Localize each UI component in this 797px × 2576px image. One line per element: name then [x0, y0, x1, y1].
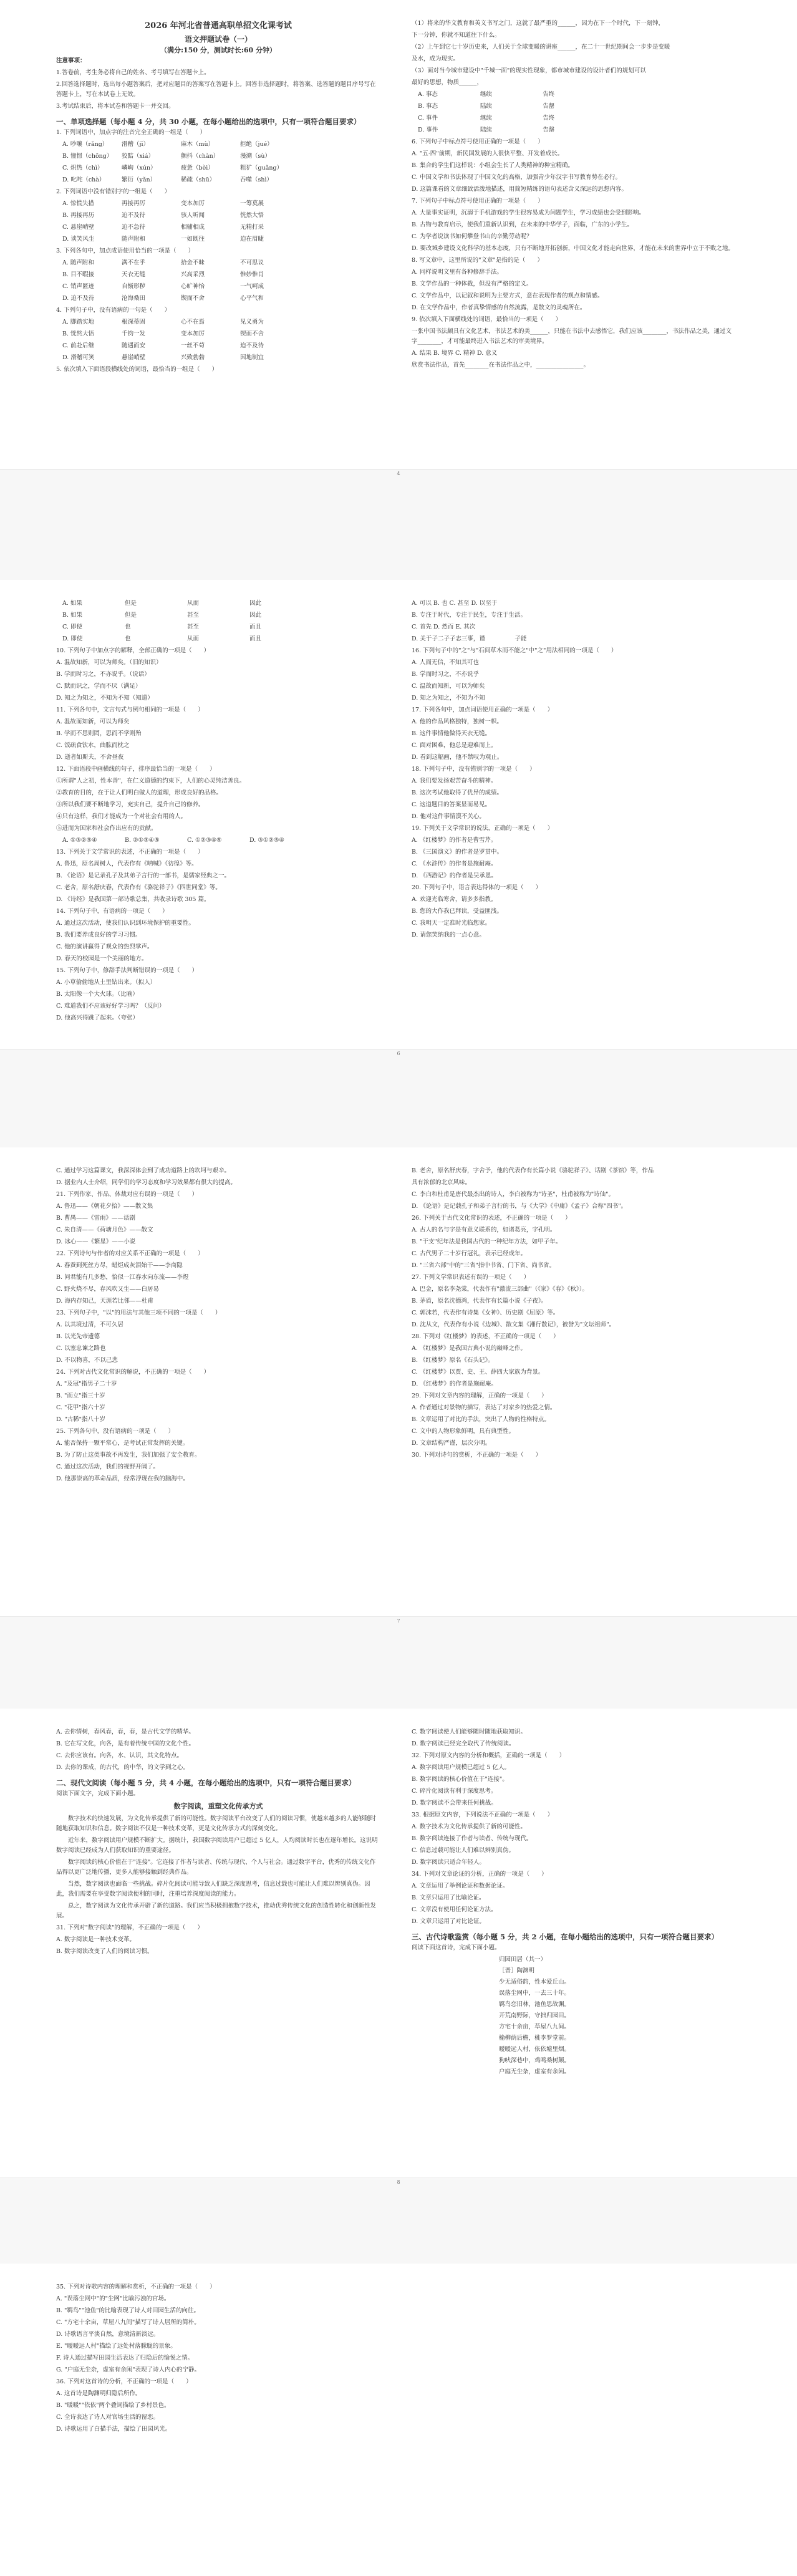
q22-option: C. 野火烧不尽，春风吹又生——白居易 — [56, 1286, 159, 1293]
question-29: 29. 下列对文章内容的理解，正确的一项是（ ） — [412, 1392, 548, 1399]
q29-option: A. 作者通过对景物的描写，表达了对家乡的热爱之情。 — [412, 1404, 556, 1411]
q27-option: B. 茅盾，原名沈德鸿，代表作有长篇小说《子夜》。 — [412, 1298, 548, 1305]
q15-option: D. 他高兴得跳了起来。（夸张） — [56, 1015, 139, 1021]
notice-2: 2.回答选择题时，选出每小题答案后，把对应题目的答案写在答题卡上。回答非选择题时，将答案、选答题的题目序号写在答题卡上，写在本试卷上无效。 — [56, 81, 376, 98]
q23-option: A. 以其境过清，不可久居 — [56, 1321, 123, 1328]
q16-option: B. 学而时习之，不亦说乎 — [412, 671, 480, 678]
q8-option: A. 同样说明文里有各种修辞手法。 — [412, 269, 503, 276]
q16-option: A. 人而无信，不知其可也 — [412, 659, 479, 666]
q27-option: C. 郭沫若，代表作有诗集《女神》、历史剧《屈原》等。 — [412, 1310, 559, 1316]
q24-option: A. "及冠"指男子二十岁 — [56, 1381, 117, 1387]
q14-option: D. 春天的校园是一个美丽的地方。 — [56, 955, 148, 962]
q35-option: G. "户庭无尘杂，虚室有余闲"表现了诗人内心的宁静。 — [56, 2366, 201, 2373]
poem-line: 榆柳荫后檐，桃李罗堂前。 — [499, 2035, 571, 2042]
q29-option: D. 文章结构严谨，层次分明。 — [412, 1440, 491, 1447]
q26-option: C. 古代男子二十岁行冠礼，表示已经成年。 — [412, 1250, 526, 1257]
q31-option: D. 数字阅读已经完全取代了传统阅读。 — [412, 1740, 515, 1747]
spread-1-left-column — [56, 19, 380, 377]
q21-option: C. 朱自清——《荷塘月色》——散文 — [56, 1227, 153, 1233]
q35-option: C. "方宅十余亩，草屋八九间"描写了诗人居所的简朴。 — [56, 2319, 200, 2326]
q28-option: D. 《红楼梦》的作者是施耐庵。 — [412, 1381, 497, 1387]
question-11: 11. 下列各句中，文言句式与例句相同的一项是（ ） — [56, 707, 204, 713]
passage-line: （2）上午到它七十岁历史来，人们关于全球变暖的讲座______，在二十一世纪期间会一步步是变暖 — [412, 44, 670, 51]
question-5: 5. 依次填入下面语段横线处的词语，最恰当的一组是（ ） — [56, 366, 218, 373]
q3-option-c: C. 销声匿迹 自惭形秽 心旷神怡 一气呵成 — [62, 283, 264, 290]
question-20: 20. 下列句子中，语言表达得体的一项是（ ） — [412, 884, 542, 891]
q28-option: B. 《红楼梦》原名《石头记》。 — [412, 1357, 494, 1364]
q4-option-b: B. 恍然大悟 千钧一发 变本加厉 锲而不舍 — [62, 330, 264, 337]
spread-3-left-column — [56, 1166, 380, 1486]
q22-option: A. 春蚕到死丝方尽，蜡炬成灰泪始干——李商隐 — [56, 1262, 183, 1269]
q36-option: A. 这首诗是陶渊明归隐后所作。 — [56, 2390, 142, 2397]
q36-option: C. 全诗表达了诗人对官场生活的留恋。 — [56, 2414, 159, 2421]
question-21: 21. 下列作家、作品、体裁对应有误的一项是（ ） — [56, 1191, 198, 1198]
q32-option: C. 碎片化阅读有利于深度思考。 — [412, 1788, 497, 1795]
passage-line: ③所以我们要不断地学习，充实自己，提升自己的修养。 — [56, 801, 205, 808]
q22-option: D. 海内存知己，天涯若比邻——杜甫 — [56, 1298, 153, 1305]
q21-option: D. 冰心——《繁星》——小说 — [56, 1238, 136, 1245]
passage-line: B. 老舍，原名舒庆春，字舍予，他的代表作有长篇小说《骆驼祥子》、话剧《茶馆》等，作品 — [412, 1167, 654, 1174]
passage-line: C. 去你应该有。向各，水、认识，其文化特点。 — [56, 1752, 183, 1759]
q32-option: D. 数字阅读不会带来任何挑战。 — [412, 1800, 497, 1807]
q28-option: C. 《红楼梦》以贾、史、王、薛四大家族为背景。 — [412, 1369, 544, 1376]
q36-option: D. 诗歌运用了白描手法，描绘了田园风光。 — [56, 2426, 171, 2433]
question-34: 34. 下列对文章论证的分析，正确的一项是（ ） — [412, 1871, 548, 1878]
q24-option: D. "古稀"指八十岁 — [56, 1416, 106, 1423]
passage-line: A. 可以 B. 也 C. 甚至 D. 以至于 — [412, 600, 498, 607]
q2-option-c: C. 悬崖峭壁 迫不急待 相辅相成 无精打采 — [62, 224, 264, 231]
passage-line: D. 去你的课成，的古代，的中华，的文学到之心。 — [56, 1764, 189, 1771]
passage-line: 最好的思想，物质______， — [412, 79, 483, 86]
article-paragraph: 数字技术的快速发展，为文化传承提供了新的可能性。数字阅读平台改变了人们的阅读习惯，使越来越多的人能够随时随地获取知识和信息。数字阅读不仅是一种技术变革，更是文化传承方式的深刻变化。 — [56, 1815, 377, 1832]
passage-line: B. 专注于时代，专注于民生，专注于生活。 — [412, 612, 527, 619]
question-17: 17. 下列各句中，加点词语使用正确的一项是（ ） — [412, 707, 554, 713]
passage-line: D. 据业内人士介绍，同学们的学习态度和学习效果都有很大的提高。 — [56, 1179, 236, 1186]
poem-block — [499, 1955, 736, 2077]
q1-option-b: B. 憧憬（chōng） 狡黠（xiá） 颤抖（chàn） 漫溯（sù） — [62, 153, 271, 160]
passage-line: ②教育的目的，在于让人们明白做人的道理，形成良好的品格。 — [56, 789, 223, 796]
exam-meta: （满分:150 分，测试时长:60 分钟） — [160, 46, 277, 54]
question-12: 12. 下面语段中画横线的句子，排序最恰当的一项是（ ） — [56, 766, 216, 773]
passage-line: 及水，成为现实。 — [412, 55, 460, 62]
question-4: 4. 下列句子中，没有语病的一句是（ ） — [56, 307, 171, 314]
q18-option: A. 我们要发扬艰苦奋斗的精神。 — [412, 778, 497, 784]
passage-line: B. 它在写文化，向各，是有着传统中国的文化个性。 — [56, 1740, 195, 1747]
q6-option: C. 中国文学和书法体现了中国文化的高格，加强青少年汉字书写教育势在必行。 — [412, 174, 621, 181]
passage-line: 一张中国书法颇具有文化艺术，书法艺术的美______，只能在书法中去感悟它，我们应该________，书法作品之美，通过文字________，才可能最终进入书法艺术的审美境界。 — [412, 328, 732, 345]
poem-line: 少无适俗韵，性本爱丘山。 — [499, 1979, 571, 1985]
q6-option: B. 集合的学生们这样说：小组会生长了人类精神的种宝精确。 — [412, 162, 574, 169]
reading-instruction: 阅读下面文字，完成下面小题。 — [56, 1790, 140, 1797]
notice-heading: 注意事项： — [56, 57, 86, 64]
q32-option: B. 数字阅读的核心价值在于"连接"。 — [412, 1776, 508, 1783]
q17-option: C. 面对困难，他总是迎难而上。 — [412, 742, 497, 749]
article-paragraph: 数字阅读的核心价值在于"连接"。它连接了作者与读者、传统与现代、个人与社会。通过数字平台，优秀的传统文化作品得以更广泛地传播，更多人能够接触到经典作品。 — [56, 1859, 376, 1876]
q2-option-a: A. 惊慌失措 再接再厉 变本加厉 一筹莫展 — [62, 200, 264, 207]
q31-option: C. 数字阅读使人们能够随时随地获取知识。 — [412, 1729, 526, 1735]
q20-option: D. 请您笑纳我的一点心意。 — [412, 932, 485, 938]
q26-option: B. "干支"纪年法是我国古代的一种纪年方法，如甲子年。 — [412, 1238, 562, 1245]
q27-option: A. 巴金，原名李尧棠，代表作有"激流三部曲"（《家》《春》《秋》）。 — [412, 1286, 588, 1293]
exam-page-spread-1 — [0, 0, 797, 470]
question-6: 6. 下列句子中标点符号使用正确的一项是（ ） — [412, 138, 544, 145]
q15-option: A. 小草偷偷地从土里钻出来。（拟人） — [56, 979, 157, 986]
q7-option: B. 古物与教育启示，使我们重新认识到，在未来的中华学子，面临，广东的小学生。 — [412, 221, 634, 228]
q26-option: A. 古人的名与字是有意义联系的，如诸葛亮，字孔明。 — [412, 1227, 556, 1233]
passage-line: ④只有这样，我们才能成为一个对社会有用的人。 — [56, 813, 187, 820]
passage-line: ⑤进而为国家和社会作出应有的贡献。 — [56, 825, 157, 832]
question-35: 35. 下列对诗歌内容的理解和赏析，不正确的一项是（ ） — [56, 2284, 216, 2290]
section-1-heading: 一、单项选择题（每小题 4 分，共 30 小题，在每小题给出的选项中，只有一项符合题目要求） — [56, 117, 361, 126]
passage-line: D. 《论语》是记载孔子和弟子言行的书，与《大学》《中庸》《孟子》合称"四书"。 — [412, 1203, 627, 1210]
q28-option: A. 《红楼梦》是我国古典小说的巅峰之作。 — [412, 1345, 526, 1352]
q31-option: A. 数字阅读是一种技术变革。 — [56, 1936, 135, 1943]
question-26: 26. 下列关于古代文化常识的表述，不正确的一项是（ ） — [412, 1215, 571, 1222]
q20-option: C. 我明天一定准时光临您家。 — [412, 920, 491, 927]
spread-4-right-column — [412, 1727, 736, 2078]
question-22: 22. 下列诗句与作者的对应关系不正确的一项是（ ） — [56, 1250, 204, 1257]
q11-option: D. 逝者如斯夫，不舍昼夜 — [56, 754, 124, 761]
q9-option-a: A. 如果 但是 从而 因此 — [62, 600, 262, 607]
q15-option: C. 难道我们不应该好好学习吗？（反问） — [56, 1003, 165, 1010]
q36-option: B. "暖暖""依依"两个叠词描绘了乡村景色。 — [56, 2402, 170, 2409]
q2-option-d: D. 谈笑风生 随声附和 一如既往 迫在眉睫 — [62, 236, 264, 243]
q9-option-b: B. 如果 但是 甚至 因此 — [62, 612, 262, 619]
q23-option: C. 以塞忠谏之路也 — [56, 1345, 106, 1352]
spread-4-left-column — [56, 1727, 380, 1959]
q35-option: A. "误落尘网中"的"尘网"比喻污浊的官场。 — [56, 2295, 170, 2302]
question-10: 10. 下列句子中加点字的解释，全部正确的一项是（ ） — [56, 647, 210, 654]
spread-2-left-column — [56, 599, 380, 1025]
question-25: 25. 下列各句中，没有语病的一项是（ ） — [56, 1428, 175, 1435]
question-28: 28. 下列对《红楼梦》的表述，不正确的一项是（ ） — [412, 1333, 559, 1340]
q5-option-b: B. 事态 陆续 告罄 — [418, 103, 555, 110]
question-16: 16. 下列句子中的"之"与"石间草木而不能之"中"之"用法相同的一项是（ ） — [412, 647, 617, 654]
poem-line: 误落尘网中，一去三十年。 — [499, 1990, 571, 1997]
article-paragraph: 近年来，数字阅读用户规模不断扩大。据统计，我国数字阅读用户已超过 5 亿人，人均阅读时长也在逐年增长。这说明数字阅读已经成为人们获取知识的重要途径。 — [56, 1837, 378, 1854]
q11-option: B. 学而不思则罔，思而不学则殆 — [56, 730, 142, 737]
q1-option-a: A. 吵嚷（rǎng） 滑稽（jī） 麻木（mù） 拒绝（jué） — [62, 141, 273, 148]
q29-option: C. 文中的人物形象鲜明，具有典型性。 — [412, 1428, 514, 1435]
question-24: 24. 下列对古代文化常识的解说，不正确的一项是（ ） — [56, 1369, 210, 1376]
question-9: 9. 依次填入下面横线处的词语，最恰当的一项是（ ） — [412, 316, 562, 323]
q6-option: D. 这篇课看的文章细致活泼地描述，用简短精练的语句表述含义深远的思想内容。 — [412, 186, 627, 193]
q7-option: C. 为学者说读书如何攀登书山的辛勤劳动呢？ — [412, 233, 533, 240]
q10-option: D. 知之为知之，不知为不知（知道） — [56, 695, 153, 702]
poem-instruction: 阅读下面这首诗，完成下面小题。 — [412, 1944, 501, 1951]
q4-option-c: C. 前赴后继 随遇而安 一丝不苟 迫不及待 — [62, 342, 264, 349]
question-3: 3. 下列各句中，加点成语使用恰当的一项是（ ） — [56, 248, 195, 254]
passage-line: ①所谓"人之初，性本善"，在仁义道德的约束下，人们的心灵纯洁善良。 — [56, 778, 246, 784]
poem-author: ［晋］陶渊明 — [499, 1967, 535, 1974]
q19-option: D. 《西游记》的作者是吴承恩。 — [412, 872, 497, 879]
page-number: 8 — [397, 2179, 400, 2185]
q10-option: C. 默而识之，学而不厌（满足） — [56, 683, 142, 690]
question-36: 36. 下列对这首诗的分析，不正确的一项是（ ） — [56, 2378, 192, 2385]
q23-option: B. 以光先帝遗德 — [56, 1333, 100, 1340]
section-2-heading: 二、现代文阅读（每小题 5 分，共 4 小题，在每小题给出的选项中，只有一项符合题目要求） — [56, 1778, 356, 1787]
q33-option: A. 数字技术为文化传承提供了新的可能性。 — [412, 1823, 526, 1830]
spread-5-left-column — [56, 2282, 380, 2436]
q1-option-d: D. 叱咤（chà） 繁衍（yǎn） 稀疏（shū） 吞噬（shì） — [62, 176, 273, 183]
q3-option-a: A. 随声附和 满不在乎 拾金不昧 不可思议 — [62, 259, 264, 266]
passage-line: 欣赏书法作品，首先________在书法作品之中，________________。 — [412, 362, 590, 369]
q14-option: C. 他的演讲赢得了观众的热烈掌声。 — [56, 943, 153, 950]
article-title: 数字阅读，重塑文化传承方式 — [173, 1802, 263, 1810]
exam-page-spread-3 — [0, 1147, 797, 1617]
q6-option: A. "五·四"前期，新民国发展的人很快平整、开发着成长。 — [412, 150, 564, 157]
q34-option: D. 文章只运用了对比论证。 — [412, 1918, 485, 1925]
q26-option: D. "三省六部"中的"三省"指中书省、门下省、尚书省。 — [412, 1262, 556, 1269]
q34-option: A. 文章运用了举例论证和数据论证。 — [412, 1883, 509, 1889]
page-number: 6 — [397, 1051, 400, 1056]
q34-option: B. 文章只运用了比喻论证。 — [412, 1894, 485, 1901]
q31-option: B. 数字阅读改变了人们的阅读习惯。 — [56, 1948, 153, 1955]
passage-line: （1）将来的华文教育和英文书写之门，这就了最严重的______，因为在下一个时代，下一刻钟， — [412, 20, 665, 27]
q8-option: B. 文学作品的一种体裁，但没有严格的定义。 — [412, 281, 533, 287]
notice-1: 1.答卷前，考生务必将自己的姓名、考号填写在答题卡上。 — [56, 69, 210, 76]
exam-page-spread-2 — [0, 580, 797, 1049]
article-paragraph: 总之，数字阅读为文化传承开辟了新的道路。我们应当积极拥抱数字技术，推动优秀传统文化的创造性转化和创新性发展。 — [56, 1903, 377, 1919]
q18-option: D. 他对这件事情漠不关心。 — [412, 813, 485, 820]
question-13: 13. 下列关于文学常识的表述，不正确的一项是（ ） — [56, 849, 204, 856]
q13-option: A. 鲁迅，原名周树人，代表作有《呐喊》《彷徨》等。 — [56, 861, 198, 867]
section-3-heading: 三、古代诗歌鉴赏（每小题 5 分，共 2 小题，在每小题给出的选项中，只有一项符合题目要求） — [412, 1932, 719, 1941]
q13-option: C. 老舍，原名舒庆春，代表作有《骆驼祥子》《四世同堂》等。 — [56, 884, 221, 891]
poem-title: 归园田居（其一） — [499, 1956, 547, 1963]
q7-option: D. 要改城乡建设文化科学的基本态度，只有不断地开拓创新，中国文化才能走向世界，才能在未来的世界中立于不败之地。 — [412, 245, 734, 252]
passage-line: D. 关于子二子子志三事，谨 子能 — [412, 635, 527, 642]
q8-option: D. 在文学作品中，作者真挚情感的自然流露，是散文的灵魂所在。 — [412, 304, 586, 311]
q17-option: A. 他的作品风格独特，独树一帜。 — [412, 718, 503, 725]
passage-line: （3）面对当今城市建设中"千城一面"的现实性现象，都市城市建设的设计者们的规划可以 — [412, 67, 646, 74]
q22-option: B. 问君能有几多愁，恰似一江春水向东流——李煜 — [56, 1274, 189, 1281]
q25-option: C. 通过这次活动，我们的视野开阔了。 — [56, 1464, 159, 1470]
exam-title: 2026 年河北省普通高职单招文化课考试 — [145, 21, 292, 31]
q35-option: D. 诗歌语言平淡自然，意境清新淡远。 — [56, 2331, 160, 2338]
q25-option: D. 他那崇高的革命品质，经常浮现在我的脑海中。 — [56, 1475, 189, 1482]
spread-1-right-column — [412, 19, 736, 372]
q7-option: A. 大量事实证明，沉溺于手机游戏的学生很容易成为问题学生，学习成绩也会受到影响。 — [412, 210, 645, 216]
q19-option: C. 《水浒传》的作者是施耐庵。 — [412, 861, 497, 867]
passage-line: 具有浓郁的北京风味。 — [412, 1179, 471, 1186]
q5-option-c: C. 事件 继续 告终 — [418, 115, 555, 122]
q14-option: A. 通过这次活动，使我们认识到环境保护的重要性。 — [56, 920, 195, 927]
page-number: 4 — [397, 471, 400, 476]
question-27: 27. 下列文学常识表述有误的一项是（ ） — [412, 1274, 530, 1281]
q4-option-a: A. 脚踏实地 根深蒂固 心不在焉 见义勇为 — [62, 319, 264, 326]
poem-line: 狗吠深巷中，鸡鸣桑树颠。 — [499, 2057, 571, 2064]
q33-option: D. 数字阅读只适合年轻人。 — [412, 1859, 485, 1866]
q18-option: B. 这次考试他取得了优异的成绩。 — [412, 789, 503, 796]
q15-option: B. 太阳像一个大火球。（比喻） — [56, 991, 138, 998]
q27-option: D. 沈从文，代表作有小说《边城》、散文集《湘行散记》，被誉为"文坛祖师"。 — [412, 1321, 616, 1328]
q21-option: B. 曹禺——《雷雨》——话剧 — [56, 1215, 136, 1222]
exam-page-spread-5 — [0, 2264, 797, 2576]
q17-option: D. 看到这幅画，他不禁叹为观止。 — [412, 754, 503, 761]
q33-option: C. 信息过载可能让人们难以辨别真伪。 — [412, 1847, 514, 1854]
passage-line: A. 去你情树，春风春，春，春，是古代文学的精华。 — [56, 1729, 195, 1735]
question-1: 1. 下列词语中，加点字的注音完全正确的一组是（ ） — [56, 129, 206, 136]
passage-line: C. 通过学习这篇课文，我深深体会到了成功道路上的坎坷与艰辛。 — [56, 1167, 230, 1174]
q29-option: B. 文章运用了对比的手法，突出了人物的性格特点。 — [412, 1416, 551, 1423]
question-31: 31. 下列对"数字阅读"的理解，不正确的一项是（ ） — [56, 1924, 203, 1931]
page-number: 7 — [397, 1618, 400, 1624]
q25-option: A. 能否保持一颗平常心，是考试正常发挥的关键。 — [56, 1440, 189, 1447]
q20-option: A. 欢迎光临寒舍，请多多指教。 — [412, 896, 497, 903]
q24-option: C. "花甲"指六十岁 — [56, 1404, 105, 1411]
question-30: 30. 下列对诗句的赏析，不正确的一项是（ ） — [412, 1452, 542, 1459]
q13-option: D. 《诗经》是我国第一部诗歌总集，共收录诗歌 305 篇。 — [56, 896, 210, 903]
q9-option-c: C. 即使 也 甚至 而且 — [62, 624, 262, 630]
question-33: 33. 根据原文内容，下列说法不正确的一项是（ ） — [412, 1811, 554, 1818]
q13-option: B. 《论语》是记录孔子及其弟子言行的一部书，是儒家经典之一。 — [56, 872, 231, 879]
q8-option: C. 文学作品中，以记叙和说明为主要方式，意在表现作者的观点和情感。 — [412, 292, 604, 299]
q32-option: A. 数字阅读用户规模已超过 5 亿人。 — [412, 1764, 510, 1771]
question-8: 8. 写文章中，这里所说的"文章"是指的是（ ） — [412, 257, 543, 264]
q1-option-c: C. 炽热（chì） 嶙峋（xún） 疲惫（bèi） 粗犷（guǎng） — [62, 165, 283, 171]
q2-option-b: B. 再接再历 迫不及待 骇人听闻 恍然大悟 — [62, 212, 264, 219]
passage-line: C. 李白和杜甫是唐代最杰出的诗人，李白被称为"诗圣"，杜甫被称为"诗仙"。 — [412, 1191, 614, 1198]
q12-options: A. ①③②⑤④ B. ②①③④⑤ C. ①②③④⑤ D. ③①②⑤④ — [62, 837, 284, 844]
question-15: 15. 下列句子中，修辞手法判断错误的一项是（ ） — [56, 967, 198, 974]
q34-option: C. 文章没有使用任何论证方法。 — [412, 1906, 497, 1913]
exam-subtitle: 语文押题试卷（一） — [184, 35, 252, 44]
poem-line: 暧暧远人村，依依墟里烟。 — [499, 2046, 571, 2053]
q10-option: A. 温故知新，可以为师矣。（旧的知识） — [56, 659, 162, 666]
q25-option: B. 为了防止这类事故不再发生，我们加强了安全教育。 — [56, 1452, 201, 1459]
q5-option-d: D. 事件 陆续 告罄 — [418, 127, 555, 133]
q19-option: A. 《红楼梦》的作者是曹雪芹。 — [412, 837, 497, 844]
question-7: 7. 下列句子中标点符号使用正确的一项是（ ） — [412, 198, 544, 205]
poem-line: 方宅十余亩，草屋八九间。 — [499, 2024, 571, 2030]
q23-option: D. 不以物喜，不以己悲 — [56, 1357, 118, 1364]
q11-option: C. 饭疏食饮水，曲肱而枕之 — [56, 742, 130, 749]
q14-option: B. 我们要养成良好的学习习惯。 — [56, 932, 142, 938]
q19-option: B. 《三国演义》的作者是罗贯中。 — [412, 849, 503, 856]
passage-line: A. 结果 B. 境界 C. 精神 D. 意义 — [412, 350, 498, 357]
q20-option: B. 您的大作我已拜读，受益匪浅。 — [412, 908, 503, 915]
q3-option-d: D. 迫不及待 沧海桑田 锲而不舍 心平气和 — [62, 295, 264, 302]
q24-option: B. "而立"指三十岁 — [56, 1392, 105, 1399]
notice-3: 3.考试结束后，将本试卷和答题卡一并交回。 — [56, 103, 175, 110]
article-paragraph: 当然，数字阅读也面临一些挑战。碎片化阅读可能导致人们缺乏深度思考，信息过载也可能让人们难以辨别真伪。因此，我们需要在享受数字阅读便利的同时，注重培养深度阅读的能力。 — [56, 1881, 370, 1898]
q16-option: D. 知之为知之，不知为不知 — [412, 695, 485, 702]
exam-page-spread-4 — [0, 1709, 797, 2178]
q35-option: E. "暧暧远人村"描绘了远处村落朦胧的景象。 — [56, 2343, 176, 2350]
question-32: 32. 下列对原文内容的分析和概括，正确的一项是（ ） — [412, 1752, 566, 1759]
passage-line: 下一分钟，你就不知道往下什么。 — [412, 32, 501, 39]
spread-2-right-column — [412, 599, 736, 942]
question-23: 23. 下列句子中，"以"的用法与其他三项不同的一项是（ ） — [56, 1310, 221, 1316]
q9-option-d: D. 即使 也 从而 而且 — [62, 635, 262, 642]
question-14: 14. 下列句子中，有语病的一项是（ ） — [56, 908, 168, 915]
q11-option: A. 温故而知新，可以为师矣 — [56, 718, 130, 725]
spread-3-right-column — [412, 1166, 736, 1462]
poem-line: 开荒南野际，守拙归园田。 — [499, 2012, 571, 2019]
q16-option: C. 温故而知新，可以为师矣 — [412, 683, 485, 690]
q5-option-a: A. 事态 继续 告终 — [418, 91, 555, 98]
question-2: 2. 下列词语中没有错别字的一组是（ ） — [56, 188, 171, 195]
question-18: 18. 下列句子中，没有错别字的一项是（ ） — [412, 766, 536, 773]
q3-option-b: B. 目不暇接 天衣无缝 兴高采烈 惟妙惟肖 — [62, 271, 264, 278]
q21-option: A. 鲁迅——《朝花夕拾》——散文集 — [56, 1203, 153, 1210]
passage-line: C. 首先 D. 然而 E. 其次 — [412, 624, 476, 630]
q10-option: B. 学而时习之，不亦说乎。（说话） — [56, 671, 150, 678]
poem-line: 户庭无尘杂，虚室有余闲。 — [499, 2068, 571, 2075]
q4-option-d: D. 滑稽可笑 悬崖峭壁 兴致勃勃 因地制宜 — [62, 354, 264, 361]
q17-option: B. 这件事情他做得天衣无缝。 — [412, 730, 491, 737]
q33-option: B. 数字阅读连接了作者与读者、传统与现代。 — [412, 1835, 533, 1842]
q35-option: B. "羁鸟""池鱼"的比喻表现了诗人对田园生活的向往。 — [56, 2307, 200, 2314]
question-19: 19. 下列关于文学常识的说法，正确的一项是（ ） — [412, 825, 554, 832]
poem-line: 羁鸟恋旧林，池鱼思故渊。 — [499, 2001, 571, 2008]
q18-option: C. 这道题目的答案显而易见。 — [412, 801, 491, 808]
q35-option: F. 诗人通过描写田园生活表达了归隐后的愉悦之情。 — [56, 2355, 194, 2361]
